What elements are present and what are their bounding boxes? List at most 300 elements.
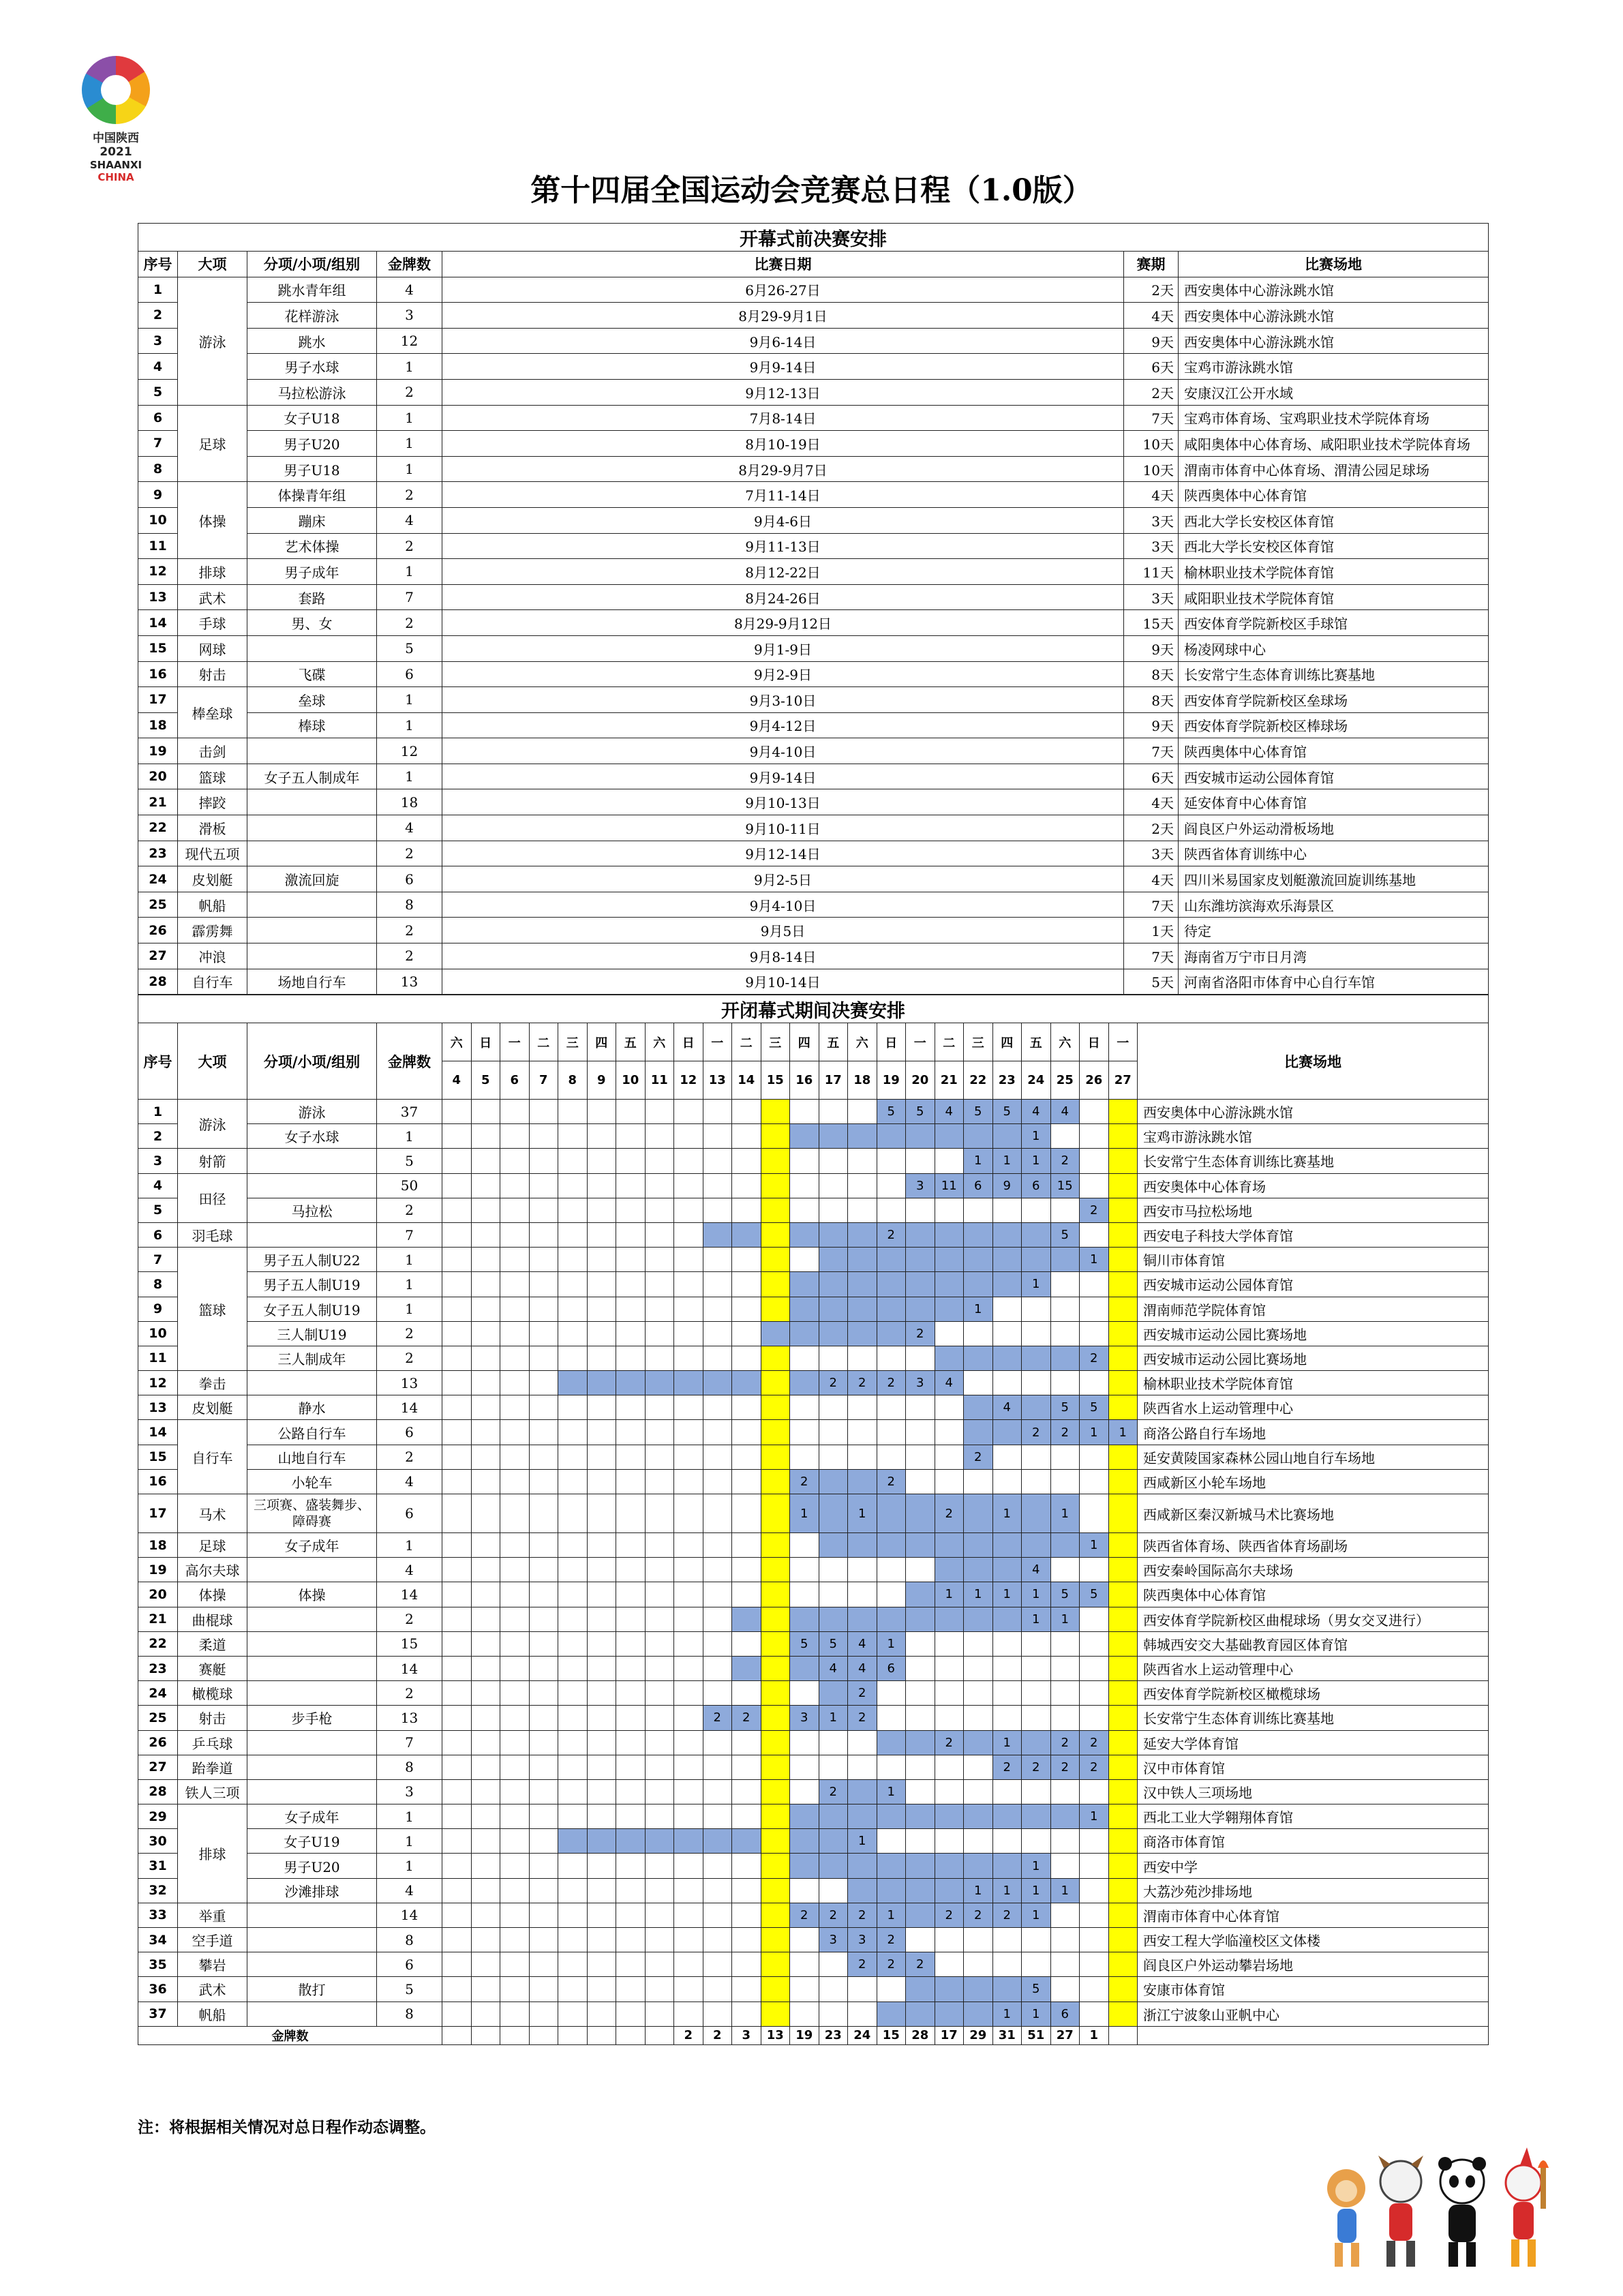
gold-count: 2 xyxy=(377,1445,442,1469)
gold-count: 1 xyxy=(377,1533,442,1558)
schedule-cell xyxy=(877,1730,906,1755)
schedule-cell: 1 xyxy=(877,1631,906,1656)
schedule-cell: 2 xyxy=(1022,1420,1051,1445)
date-cell: 8月29-9月12日 xyxy=(442,610,1124,636)
event-cell xyxy=(247,789,377,815)
schedule-cell xyxy=(1108,1804,1138,1829)
schedule-cell: 1 xyxy=(964,1878,993,1903)
schedule-cell xyxy=(645,1173,674,1198)
schedule-cell xyxy=(616,1977,646,2002)
schedule-cell xyxy=(558,1297,588,1321)
schedule-cell xyxy=(790,1445,819,1469)
gold-count: 2 xyxy=(377,1198,442,1222)
day-number: 21 xyxy=(935,1061,964,1100)
schedule-cell xyxy=(848,1346,877,1370)
schedule-cell xyxy=(645,1804,674,1829)
schedule-cell xyxy=(442,1371,472,1395)
schedule-cell xyxy=(790,1854,819,1878)
date-cell: 7月11-14日 xyxy=(442,482,1124,508)
schedule-cell xyxy=(703,1371,732,1395)
venue-cell: 汉中铁人三项场地 xyxy=(1138,1779,1489,1804)
venue-cell: 西安体育学院新校区手球馆 xyxy=(1179,610,1489,636)
row-number: 5 xyxy=(138,379,178,405)
section2-row xyxy=(138,1149,1489,1173)
duration-cell: 15天 xyxy=(1124,610,1179,636)
schedule-cell xyxy=(1080,1681,1109,1706)
schedule-cell xyxy=(761,1903,790,1927)
schedule-cell xyxy=(877,1321,906,1346)
schedule-cell: 2 xyxy=(1080,1198,1109,1222)
schedule-cell xyxy=(790,1681,819,1706)
schedule-cell xyxy=(906,1198,935,1222)
schedule-cell xyxy=(587,1681,616,1706)
schedule-cell xyxy=(819,1173,848,1198)
schedule-cell xyxy=(848,1222,877,1247)
weekday-label: 一 xyxy=(703,1023,732,1061)
schedule-cell xyxy=(500,1321,530,1346)
schedule-cell xyxy=(819,1804,848,1829)
schedule-cell xyxy=(935,1198,964,1222)
event-cell xyxy=(247,1681,377,1706)
schedule-cell xyxy=(500,1878,530,1903)
schedule-cell: 4 xyxy=(935,1371,964,1395)
schedule-cell xyxy=(732,1952,761,1977)
schedule-cell xyxy=(819,1469,848,1494)
schedule-cell xyxy=(500,1755,530,1779)
schedule-cell xyxy=(1080,1371,1109,1395)
gold-total-empty xyxy=(1138,2026,1489,2044)
section1-body xyxy=(138,277,1489,995)
event-cell: 静水 xyxy=(247,1395,377,1420)
schedule-cell: 1 xyxy=(1022,1124,1051,1149)
schedule-cell xyxy=(645,1198,674,1222)
gold-total-cell: 2 xyxy=(703,2026,732,2044)
opening-to-closing-schedule-table xyxy=(138,995,1489,2045)
schedule-cell: 5 xyxy=(1022,1977,1051,2002)
schedule-cell: 1 xyxy=(877,1903,906,1927)
gold-total-cell: 29 xyxy=(964,2026,993,2044)
schedule-cell: 4 xyxy=(848,1656,877,1680)
schedule-cell xyxy=(877,1198,906,1222)
section2-row xyxy=(138,1607,1489,1631)
schedule-cell xyxy=(645,1371,674,1395)
schedule-cell: 2 xyxy=(819,1371,848,1395)
section1-row xyxy=(138,738,1489,764)
schedule-cell xyxy=(703,1779,732,1804)
schedule-cell xyxy=(1080,1952,1109,1977)
schedule-cell xyxy=(935,1952,964,1977)
schedule-cell xyxy=(674,1558,703,1582)
sport-cell: 射箭 xyxy=(178,1149,247,1173)
schedule-cell xyxy=(645,1878,674,1903)
weekday-label: 四 xyxy=(992,1023,1022,1061)
schedule-cell xyxy=(761,1272,790,1297)
event-cell: 男、女 xyxy=(247,610,377,636)
gold-count: 14 xyxy=(377,1582,442,1607)
row-number: 8 xyxy=(138,1272,178,1297)
row-number: 17 xyxy=(138,1494,178,1533)
event-cell: 女子U19 xyxy=(247,1829,377,1854)
schedule-cell xyxy=(703,1420,732,1445)
schedule-cell: 1 xyxy=(1050,1878,1080,1903)
schedule-cell xyxy=(1108,1706,1138,1730)
schedule-cell xyxy=(471,1631,500,1656)
schedule-cell: 6 xyxy=(964,1173,993,1198)
schedule-cell xyxy=(500,1656,530,1680)
gold-count: 4 xyxy=(377,815,442,841)
schedule-cell: 3 xyxy=(906,1371,935,1395)
schedule-cell xyxy=(529,1173,558,1198)
schedule-cell: 2 xyxy=(1022,1755,1051,1779)
schedule-cell xyxy=(819,1297,848,1321)
schedule-cell xyxy=(992,1248,1022,1272)
day-number: 17 xyxy=(819,1061,848,1100)
schedule-cell xyxy=(645,1558,674,1582)
venue-cell: 四川米易国家皮划艇激流回旋训练基地 xyxy=(1179,866,1489,892)
schedule-cell: 1 xyxy=(992,1149,1022,1173)
schedule-cell xyxy=(1022,1656,1051,1680)
schedule-cell xyxy=(703,1321,732,1346)
date-cell: 9月9-14日 xyxy=(442,764,1124,789)
schedule-cell xyxy=(616,1533,646,1558)
schedule-cell xyxy=(906,1445,935,1469)
schedule-cell xyxy=(529,1977,558,2002)
schedule-cell xyxy=(1108,1100,1138,1124)
schedule-cell xyxy=(790,1533,819,1558)
schedule-cell: 1 xyxy=(1108,1420,1138,1445)
schedule-cell xyxy=(529,1779,558,1804)
row-number: 10 xyxy=(138,1321,178,1346)
gold-count: 1 xyxy=(377,1829,442,1854)
weekday-label: 二 xyxy=(732,1023,761,1061)
schedule-cell xyxy=(964,1804,993,1829)
schedule-cell xyxy=(616,1222,646,1247)
section1-row xyxy=(138,584,1489,610)
schedule-cell xyxy=(442,1533,472,1558)
section1-row xyxy=(138,328,1489,354)
gold-count: 14 xyxy=(377,1395,442,1420)
section1-row xyxy=(138,482,1489,508)
day-number: 16 xyxy=(790,1061,819,1100)
schedule-cell: 6 xyxy=(1050,2002,1080,2026)
schedule-cell xyxy=(674,1631,703,1656)
section2-row xyxy=(138,1100,1489,1124)
schedule-cell xyxy=(645,1395,674,1420)
venue-cell: 陕西省水上运动管理中心 xyxy=(1138,1656,1489,1680)
gold-count: 13 xyxy=(377,1371,442,1395)
sport-cell: 体操 xyxy=(178,1582,247,1607)
schedule-cell xyxy=(964,1494,993,1533)
schedule-cell xyxy=(471,1558,500,1582)
schedule-cell xyxy=(471,1656,500,1680)
event-cell: 体操青年组 xyxy=(247,482,377,508)
gold-count: 1 xyxy=(377,1297,442,1321)
schedule-cell xyxy=(442,1804,472,1829)
schedule-cell xyxy=(906,1469,935,1494)
weekday-label: 六 xyxy=(848,1023,877,1061)
schedule-cell xyxy=(674,1829,703,1854)
section1-header-cell: 金牌数 xyxy=(377,252,442,277)
event-cell: 男子U20 xyxy=(247,1854,377,1878)
duration-cell: 9天 xyxy=(1124,635,1179,661)
schedule-cell xyxy=(1050,1346,1080,1370)
day-number: 22 xyxy=(964,1061,993,1100)
schedule-cell xyxy=(906,1829,935,1854)
event-cell xyxy=(247,1607,377,1631)
schedule-cell xyxy=(964,1730,993,1755)
schedule-cell: 2 xyxy=(848,1706,877,1730)
schedule-cell: 1 xyxy=(964,1582,993,1607)
schedule-cell xyxy=(1108,1272,1138,1297)
sport-cell: 攀岩 xyxy=(178,1952,247,1977)
schedule-cell xyxy=(964,1952,993,1977)
schedule-cell: 2 xyxy=(877,1371,906,1395)
date-cell: 8月29-9月1日 xyxy=(442,303,1124,329)
schedule-cell xyxy=(1022,1248,1051,1272)
gold-count: 6 xyxy=(377,1420,442,1445)
schedule-cell xyxy=(732,1297,761,1321)
schedule-cell: 2 xyxy=(992,1755,1022,1779)
schedule-cell xyxy=(703,1730,732,1755)
schedule-cell xyxy=(616,1952,646,1977)
duration-cell: 7天 xyxy=(1124,943,1179,969)
gold-count: 5 xyxy=(377,1149,442,1173)
schedule-cell xyxy=(674,1494,703,1533)
event-cell: 飞碟 xyxy=(247,661,377,687)
section2-row xyxy=(138,1494,1489,1533)
schedule-cell xyxy=(906,1558,935,1582)
schedule-cell xyxy=(1022,1631,1051,1656)
duration-cell: 10天 xyxy=(1124,456,1179,482)
event-cell: 马拉松游泳 xyxy=(247,379,377,405)
duration-cell: 4天 xyxy=(1124,303,1179,329)
schedule-cell xyxy=(587,1469,616,1494)
schedule-cell xyxy=(703,1346,732,1370)
section2-header-cell: 比赛场地 xyxy=(1138,1023,1489,1100)
schedule-cell xyxy=(703,1804,732,1829)
event-cell: 女子U18 xyxy=(247,405,377,431)
weekday-label: 三 xyxy=(964,1023,993,1061)
schedule-cell xyxy=(587,1952,616,1977)
schedule-cell: 4 xyxy=(992,1395,1022,1420)
schedule-cell: 1 xyxy=(1080,1420,1109,1445)
schedule-cell xyxy=(703,1681,732,1706)
schedule-cell: 5 xyxy=(1080,1395,1109,1420)
section2-row xyxy=(138,1730,1489,1755)
sport-cell: 高尔夫球 xyxy=(178,1558,247,1582)
gold-count: 1 xyxy=(377,559,442,585)
schedule-cell: 1 xyxy=(877,1779,906,1804)
section1-row xyxy=(138,764,1489,789)
schedule-cell xyxy=(442,1681,472,1706)
event-cell: 男子U20 xyxy=(247,431,377,457)
schedule-cell xyxy=(500,1124,530,1149)
schedule-cell xyxy=(616,1829,646,1854)
schedule-cell xyxy=(1080,1149,1109,1173)
schedule-cell xyxy=(616,1395,646,1420)
schedule-cell xyxy=(703,1395,732,1420)
schedule-cell: 4 xyxy=(819,1656,848,1680)
sport-cell: 羽毛球 xyxy=(178,1222,247,1247)
section1-header-cell: 分项/小项/组别 xyxy=(247,252,377,277)
schedule-cell xyxy=(558,1779,588,1804)
schedule-cell xyxy=(471,1878,500,1903)
schedule-cell xyxy=(819,1272,848,1297)
section2-row xyxy=(138,1272,1489,1297)
schedule-cell xyxy=(935,2002,964,2026)
schedule-cell xyxy=(471,1829,500,1854)
schedule-cell xyxy=(587,1198,616,1222)
schedule-cell: 1 xyxy=(964,1297,993,1321)
date-cell: 9月12-13日 xyxy=(442,379,1124,405)
schedule-cell xyxy=(906,2002,935,2026)
schedule-cell xyxy=(935,1222,964,1247)
schedule-cell xyxy=(935,1420,964,1445)
schedule-cell xyxy=(761,1878,790,1903)
schedule-cell xyxy=(587,1582,616,1607)
sport-cell: 橄榄球 xyxy=(178,1681,247,1706)
schedule-cell xyxy=(1080,1631,1109,1656)
schedule-cell: 2 xyxy=(935,1903,964,1927)
schedule-cell: 2 xyxy=(703,1706,732,1730)
gold-total-cell xyxy=(1108,2026,1138,2044)
schedule-cell xyxy=(529,1631,558,1656)
schedule-cell xyxy=(906,1854,935,1878)
sport-cell: 现代五项 xyxy=(178,841,247,866)
schedule-cell xyxy=(558,1198,588,1222)
schedule-cell xyxy=(703,1533,732,1558)
schedule-cell xyxy=(1022,1829,1051,1854)
date-cell: 9月2-9日 xyxy=(442,661,1124,687)
schedule-cell xyxy=(674,2002,703,2026)
schedule-cell xyxy=(558,1928,588,1952)
row-number: 12 xyxy=(138,1371,178,1395)
schedule-cell xyxy=(964,1755,993,1779)
duration-cell: 8天 xyxy=(1124,687,1179,713)
gold-count: 6 xyxy=(377,1952,442,1977)
schedule-cell xyxy=(1108,1321,1138,1346)
schedule-cell: 2 xyxy=(819,1903,848,1927)
date-cell: 9月3-10日 xyxy=(442,687,1124,713)
schedule-cell xyxy=(616,1607,646,1631)
schedule-cell xyxy=(442,1878,472,1903)
schedule-cell xyxy=(732,1124,761,1149)
weekday-label: 五 xyxy=(1022,1023,1051,1061)
schedule-cell xyxy=(558,1533,588,1558)
day-number: 13 xyxy=(703,1061,732,1100)
venue-cell: 长安常宁生态体育训练比赛基地 xyxy=(1138,1706,1489,1730)
venue-cell: 河南省洛阳市体育中心自行车馆 xyxy=(1179,969,1489,995)
schedule-cell xyxy=(1080,1445,1109,1469)
venue-cell: 西安城市运动公园比赛场地 xyxy=(1138,1346,1489,1370)
schedule-cell xyxy=(674,1420,703,1445)
schedule-cell xyxy=(471,1854,500,1878)
schedule-cell: 3 xyxy=(790,1706,819,1730)
schedule-cell xyxy=(906,1297,935,1321)
schedule-cell xyxy=(761,1854,790,1878)
schedule-cell xyxy=(819,1100,848,1124)
gold-count: 37 xyxy=(377,1100,442,1124)
duration-cell: 11天 xyxy=(1124,559,1179,585)
schedule-cell xyxy=(616,2002,646,2026)
section1-row xyxy=(138,918,1489,943)
schedule-cell xyxy=(703,1582,732,1607)
schedule-cell xyxy=(992,1952,1022,1977)
schedule-cell xyxy=(906,1631,935,1656)
schedule-cell xyxy=(674,1582,703,1607)
schedule-cell xyxy=(442,1297,472,1321)
schedule-cell xyxy=(877,1395,906,1420)
schedule-cell: 4 xyxy=(848,1631,877,1656)
schedule-cell: 2 xyxy=(819,1779,848,1804)
schedule-cell xyxy=(761,1124,790,1149)
schedule-cell xyxy=(819,1346,848,1370)
schedule-cell xyxy=(935,1681,964,1706)
schedule-cell xyxy=(906,1494,935,1533)
weekday-label: 三 xyxy=(558,1023,588,1061)
event-cell: 套路 xyxy=(247,584,377,610)
schedule-cell xyxy=(442,1494,472,1533)
gold-total-cell xyxy=(500,2026,530,2044)
sport-cell: 滑板 xyxy=(178,815,247,841)
schedule-cell xyxy=(848,1755,877,1779)
schedule-cell xyxy=(674,1755,703,1779)
schedule-cell xyxy=(992,1977,1022,2002)
schedule-cell xyxy=(761,1198,790,1222)
day-number: 10 xyxy=(616,1061,646,1100)
duration-cell: 4天 xyxy=(1124,482,1179,508)
schedule-cell xyxy=(848,1804,877,1829)
duration-cell: 2天 xyxy=(1124,379,1179,405)
day-number: 9 xyxy=(587,1061,616,1100)
venue-cell: 陕西奥体中心体育馆 xyxy=(1179,738,1489,764)
schedule-cell xyxy=(935,1977,964,2002)
schedule-cell xyxy=(1080,1854,1109,1878)
venue-cell: 西安城市运动公园比赛场地 xyxy=(1138,1321,1489,1346)
schedule-cell xyxy=(645,1272,674,1297)
event-cell: 花样游泳 xyxy=(247,303,377,329)
sport-cell: 排球 xyxy=(178,1804,247,1903)
row-number: 4 xyxy=(138,1173,178,1198)
schedule-cell xyxy=(645,1903,674,1927)
schedule-cell: 5 xyxy=(1080,1582,1109,1607)
duration-cell: 9天 xyxy=(1124,328,1179,354)
schedule-cell xyxy=(790,1173,819,1198)
schedule-cell xyxy=(703,1829,732,1854)
schedule-cell xyxy=(906,1779,935,1804)
schedule-cell xyxy=(645,1656,674,1680)
weekday-label: 日 xyxy=(674,1023,703,1061)
row-number: 23 xyxy=(138,841,178,866)
event-cell xyxy=(247,918,377,943)
schedule-cell xyxy=(558,1656,588,1680)
venue-cell: 西安体育学院新校区曲棍球场（男女交叉进行） xyxy=(1138,1607,1489,1631)
row-number: 13 xyxy=(138,1395,178,1420)
schedule-cell xyxy=(732,1681,761,1706)
event-cell: 公路自行车 xyxy=(247,1420,377,1445)
section1-row xyxy=(138,456,1489,482)
schedule-cell: 1 xyxy=(1022,1582,1051,1607)
schedule-cell xyxy=(906,1533,935,1558)
schedule-cell: 5 xyxy=(1050,1222,1080,1247)
row-number: 19 xyxy=(138,1558,178,1582)
schedule-cell xyxy=(732,1977,761,2002)
schedule-cell xyxy=(761,1173,790,1198)
schedule-cell xyxy=(848,1558,877,1582)
schedule-cell xyxy=(703,1928,732,1952)
schedule-cell xyxy=(587,1656,616,1680)
schedule-cell xyxy=(645,1854,674,1878)
